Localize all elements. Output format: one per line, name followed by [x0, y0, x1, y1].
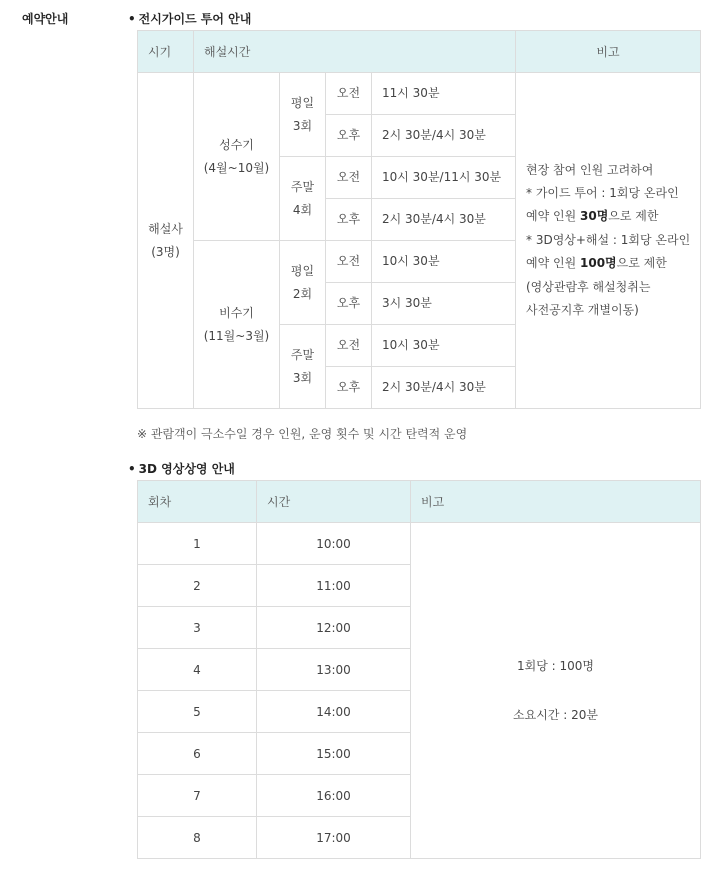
film-section-title: [128, 460, 235, 477]
tour-schedule-table: [137, 30, 701, 409]
round-cell: 8: [138, 817, 257, 859]
remark-line: (영상관람후 해설청취는: [526, 279, 651, 294]
offpeak-range: (11월~3월): [203, 328, 270, 343]
time-cell: 15:00: [257, 733, 411, 775]
am-label: 오전: [326, 73, 372, 115]
time-cell: 16:00: [257, 775, 411, 817]
film-remark-capacity: 1회당 : 100명: [517, 658, 594, 673]
off-weekday-cell: [280, 241, 326, 325]
round-cell: 4: [138, 649, 257, 691]
remark-line: * 3D영상+해설 : 1회당 온라인: [526, 232, 691, 247]
peak-weekday-cell: [280, 73, 326, 157]
time-cell: 2시 30분/4시 30분: [372, 115, 516, 157]
round-cell: 3: [138, 607, 257, 649]
table-row: [138, 523, 701, 565]
remark-line: 현장 참여 인원 고려하여: [526, 162, 654, 177]
guide-count: (3명): [151, 244, 180, 259]
peak-weekend-cell: [280, 157, 326, 241]
film-header-remark: 비고: [411, 481, 701, 523]
remark-line: 사전공지후 개별이동): [526, 302, 639, 317]
tour-header-row: [138, 31, 701, 73]
pm-label: 오후: [326, 115, 372, 157]
off-weekend-cell: [280, 325, 326, 409]
remark-line: 예약 인원: [526, 256, 580, 271]
tour-header-time: 해설시간: [194, 31, 516, 73]
time-cell: 10시 30분/11시 30분: [372, 157, 516, 199]
time-cell: 10시 30분: [372, 241, 516, 283]
tour-header-period: 시기: [138, 31, 194, 73]
pm-label: 오후: [326, 199, 372, 241]
bullet-icon: •: [128, 12, 136, 26]
peak-season-cell: [194, 73, 280, 241]
weekend-label: 주말: [290, 179, 315, 194]
tour-note: ※ 관람객이 극소수일 경우 인원, 운영 횟수 및 시간 탄력적 운영: [137, 427, 468, 441]
offpeak-label: 비수기: [219, 305, 254, 320]
peak-range: (4월~10월): [203, 160, 270, 175]
count-label: 4회: [292, 202, 313, 217]
remark-line: * 가이드 투어 : 1회당 온라인: [526, 186, 679, 201]
guide-cell: [138, 73, 194, 409]
film-title-text: 3D 영상상영 안내: [138, 462, 235, 476]
side-section-label: 예약안내: [22, 12, 69, 26]
round-cell: 5: [138, 691, 257, 733]
time-cell: 10:00: [257, 523, 411, 565]
film-header-round: 회차: [138, 481, 257, 523]
peak-label: 성수기: [219, 137, 254, 152]
remark-line: 예약 인원: [526, 209, 580, 224]
round-cell: 1: [138, 523, 257, 565]
film-header-time: 시간: [257, 481, 411, 523]
remark-bold: 30명: [580, 209, 609, 224]
offpeak-season-cell: [194, 241, 280, 409]
time-cell: 3시 30분: [372, 283, 516, 325]
time-cell: 10시 30분: [372, 325, 516, 367]
pm-label: 오후: [326, 367, 372, 409]
time-cell: 12:00: [257, 607, 411, 649]
spacer: [411, 678, 700, 704]
count-label: 3회: [292, 118, 313, 133]
time-cell: 17:00: [257, 817, 411, 859]
weekday-label: 평일: [290, 95, 315, 110]
time-cell: 13:00: [257, 649, 411, 691]
weekday-label: 평일: [290, 263, 315, 278]
tour-remark-cell: [516, 73, 701, 409]
guide-label: 해설사: [148, 221, 183, 236]
table-row: [138, 73, 701, 115]
round-cell: 6: [138, 733, 257, 775]
am-label: 오전: [326, 325, 372, 367]
pm-label: 오후: [326, 283, 372, 325]
bullet-icon: •: [128, 462, 136, 476]
remark-line: 으로 제한: [608, 209, 659, 224]
am-label: 오전: [326, 157, 372, 199]
round-cell: 2: [138, 565, 257, 607]
tour-title-text: 전시가이드 투어 안내: [138, 12, 252, 26]
tour-header-remark: 비고: [516, 31, 701, 73]
round-cell: 7: [138, 775, 257, 817]
time-cell: 14:00: [257, 691, 411, 733]
tour-section-title: [128, 10, 251, 27]
time-cell: 2시 30분/4시 30분: [372, 367, 516, 409]
weekend-label: 주말: [290, 347, 315, 362]
film-header-row: [138, 481, 701, 523]
count-label: 2회: [292, 286, 313, 301]
film-schedule-table: [137, 480, 701, 859]
remark-bold: 100명: [580, 256, 617, 271]
time-cell: 2시 30분/4시 30분: [372, 199, 516, 241]
time-cell: 11:00: [257, 565, 411, 607]
am-label: 오전: [326, 241, 372, 283]
remark-line: 으로 제한: [616, 256, 667, 271]
film-remark-cell: [411, 523, 701, 859]
film-remark-duration: 소요시간 : 20분: [513, 707, 598, 722]
count-label: 3회: [292, 370, 313, 385]
time-cell: 11시 30분: [372, 73, 516, 115]
